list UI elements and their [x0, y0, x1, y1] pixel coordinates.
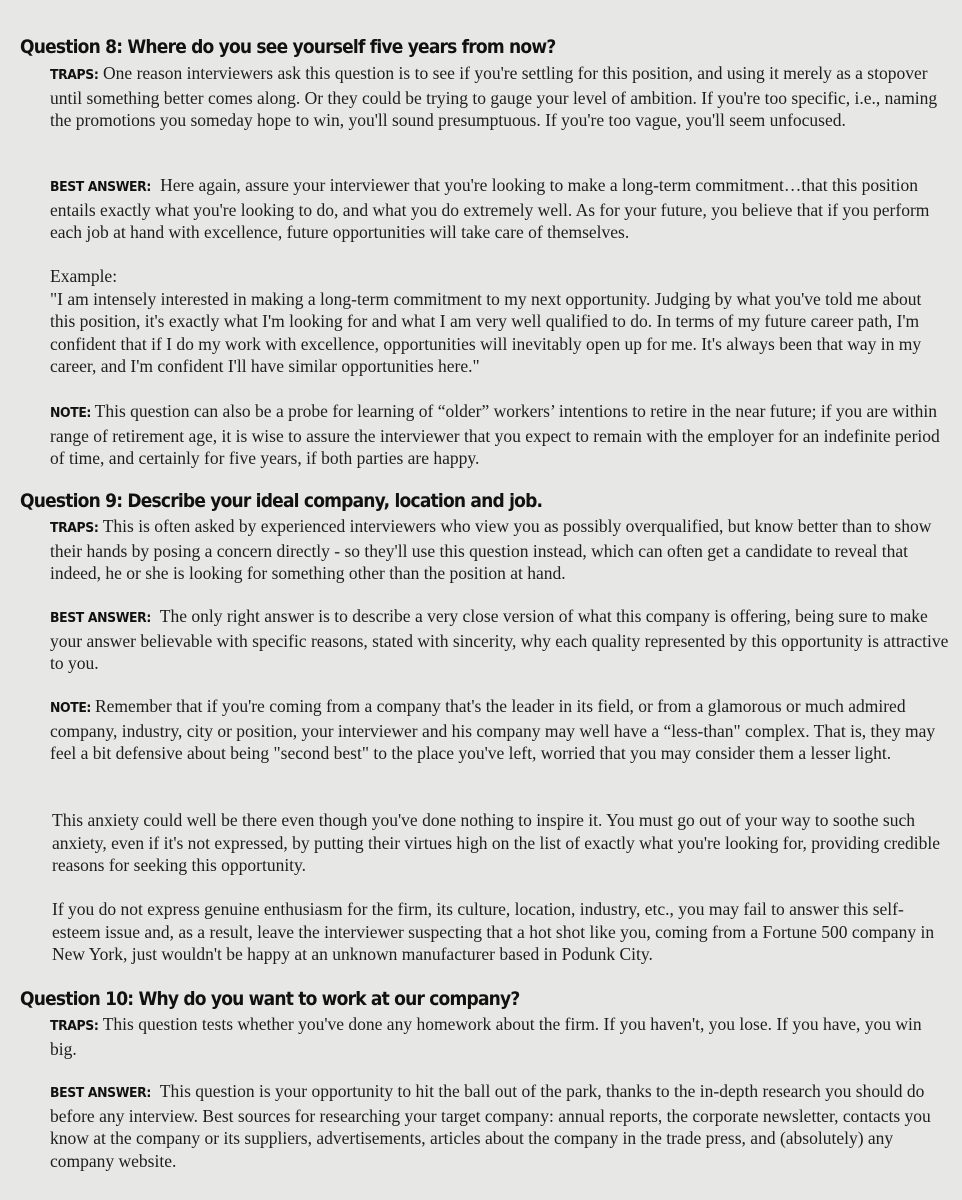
question-8-note	[50, 400, 950, 470]
question-8-example	[50, 265, 950, 378]
note-label: NOTE:	[50, 405, 92, 421]
question-8-traps	[50, 62, 950, 132]
best-answer-label: BEST ANSWER:	[50, 179, 151, 195]
note-text: Remember that if you're coming from a company that's the leader in its field, or from a glamorous or much admired company, industry, city or position, your interviewer and his company may well have a “less-than" complex. That is, they may feel a bit defensive about being "second best" to the place you've left, worried that you may consider them a lesser light.	[50, 696, 936, 764]
question-9-best-answer	[50, 605, 950, 675]
question-9-note	[50, 695, 950, 765]
question-9-heading: Question 9: Describe your ideal company, location and job.	[20, 490, 543, 512]
traps-text: This question tests whether you've done any homework about the firm. If you haven't, you lose. If you have, you win big.	[50, 1014, 922, 1059]
best-answer-text: This question is your opportunity to hit the ball out of the park, thanks to the in-depth research you should do before any interview. Best sources for researching your target company: annual reports, the corporate newsletter, contacts you know at the company or its suppliers, advertisements, articles about the company in the trade press, and (absolutely) any company website.	[50, 1081, 931, 1171]
question-10-traps	[50, 1013, 950, 1060]
example-text: "I am intensely interested in making a long-term commitment to my next opportunity. Judging by what you've told me about this position, it's exactly what I'm looking for and what I am very well qualified to do. In terms of my future career path, I'm confident that if I do my work with excellence, opportunities will inevitably open up for me. It's always been that way in my career, and I'm confident I'll have similar opportunities here."	[50, 288, 922, 377]
traps-label: TRAPS:	[50, 520, 99, 536]
traps-text: One reason interviewers ask this question is to see if you're settling for this position, and using it merely as a stopover until something better comes along. Or they could be trying to gauge your level of ambition. If you're too specific, i.e., naming the promotions you someday hope to win, you'll sound presumptuous. If you're too vague, you'll seem unfocused.	[50, 63, 938, 131]
best-answer-text: The only right answer is to describe a very close version of what this company is offering, being sure to make your answer believable with specific reasons, stated with sincerity, why each quality represented by this opportunity is attractive to you.	[50, 606, 949, 674]
traps-text: This is often asked by experienced interviewers who view you as possibly overqualified, but know better than to show their hands by posing a concern directly - so they'll use this question instead, which can often get a candidate to reveal that indeed, he or she is looking for something other than the position at hand.	[50, 516, 932, 584]
traps-label: TRAPS:	[50, 1018, 99, 1034]
best-answer-label: BEST ANSWER:	[50, 610, 151, 626]
question-8-best-answer	[50, 174, 950, 244]
traps-label: TRAPS:	[50, 67, 99, 83]
best-answer-label: BEST ANSWER:	[50, 1085, 151, 1101]
note-label: NOTE:	[50, 700, 92, 716]
question-9-paragraph-2: This anxiety could well be there even though you've done nothing to inspire it. You must go out of your way to soothe such anxiety, even if it's not expressed, by putting their virtues high on the list of exactly what you're looking for, providing credible reasons for seeking this opportunity.	[52, 810, 941, 876]
best-answer-text: Here again, assure your interviewer that you're looking to make a long-term commitment…that this position entails exactly what you're looking to do, and what you do extremely well. As for your future, you believe that if you perform each job at hand with excellence, future opportunities will take care of themselves.	[50, 175, 930, 243]
question-8-heading: Question 8: Where do you see yourself five years from now?	[20, 36, 556, 58]
note-text: This question can also be a probe for learning of “older” workers’ intentions to retire in the near future; if you are within range of retirement age, it is wise to assure the interviewer that you expect to remain with the employer for an indefinite period of time, and certainly for five years, if both parties are happy.	[50, 401, 940, 469]
question-9-paragraph-3: If you do not express genuine enthusiasm for the firm, its culture, location, industry, etc., you may fail to answer this self-esteem issue and, as a result, leave the interviewer suspecting that a hot shot like you, coming from a Fortune 500 company in New York, just wouldn't be happy at an unknown manufacturer based in Podunk City.	[52, 899, 935, 965]
question-10-heading: Question 10: Why do you want to work at our company?	[20, 988, 520, 1010]
question-10-best-answer	[50, 1080, 950, 1172]
question-9-traps	[50, 515, 950, 585]
example-label: Example:	[50, 266, 118, 286]
